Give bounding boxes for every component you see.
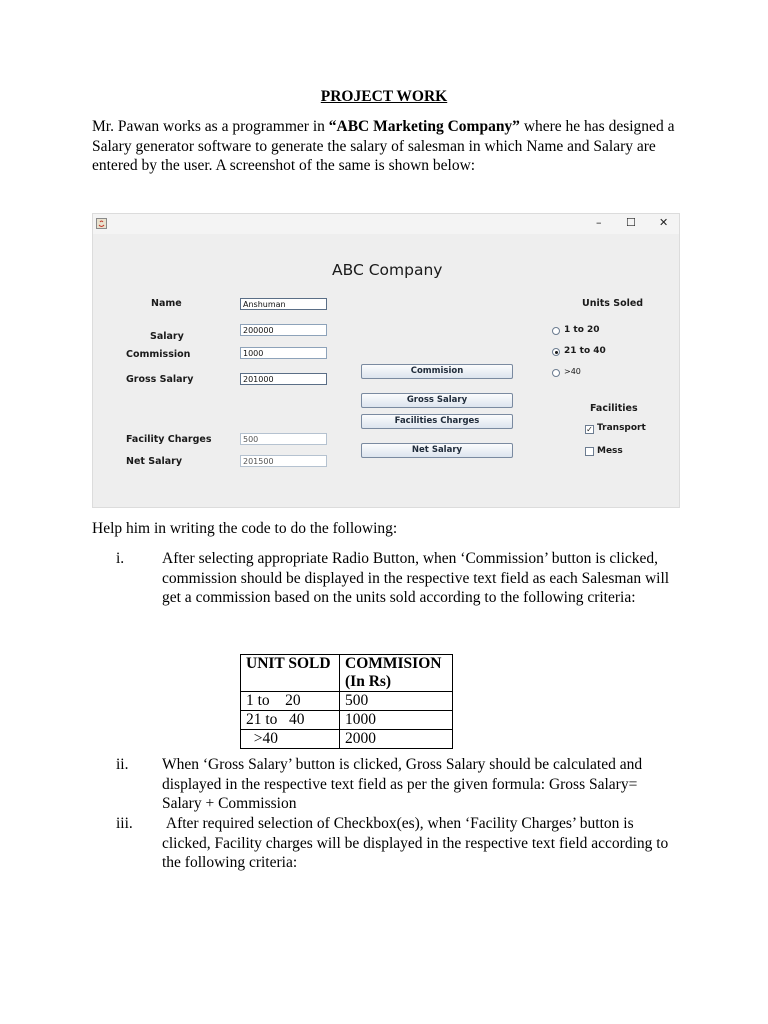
facility-charges-label: Facility Charges [126,434,212,445]
table-row [241,711,453,730]
table-cell: >40 [241,730,340,749]
table-cell: 1 to 20 [241,692,340,711]
java-app-icon [96,218,107,229]
table-row [241,692,453,711]
units-sold-label: Units Soled [582,298,644,309]
radio-label: 1 to 20 [564,325,600,335]
salary-field[interactable]: 200000 [240,324,327,336]
window-titlebar [93,214,679,234]
net-salary-button[interactable]: Net Salary [361,443,513,458]
commission-button[interactable]: Commision [361,364,513,379]
table-header-cell: COMMISION (In Rs) [340,655,453,692]
transport-checkbox[interactable]: ✓ [586,425,593,434]
intro-part1: Mr. Pawan works as a programmer in [92,118,329,135]
minimize-icon[interactable]: – [596,216,602,229]
checkbox-label: Mess [597,446,623,456]
name-field[interactable]: Anshuman [240,298,327,310]
table-cell: 2000 [340,730,453,749]
company-name: “ABC Marketing Company” [328,118,520,135]
gross-salary-field[interactable]: 201000 [240,373,327,385]
item-number: iii. [116,815,133,832]
table-cell: 500 [340,692,453,711]
facilities-label: Facilities [590,403,638,414]
close-icon[interactable]: ✕ [659,216,669,229]
radio-label: 21 to 40 [564,346,606,356]
maximize-icon[interactable]: ☐ [626,216,636,229]
commission-table [240,654,453,749]
table-cell: 21 to 40 [241,711,340,730]
item-number: i. [116,550,125,567]
item-text: After required selection of Checkbox(es), when ‘Facility Charges’ button is clicked, Facility charges will be displayed in the respective text field according to the following criteria: [162,815,673,871]
radio-label: >40 [564,367,581,376]
radio-over-40[interactable] [552,369,560,377]
table-header-row [241,655,453,692]
mess-checkbox[interactable] [585,447,594,456]
radio-1-to-20[interactable] [552,327,560,335]
page-title: PROJECT WORK [320,88,448,105]
table-row [241,730,453,749]
salary-label: Salary [150,331,184,342]
commission-label: Commission [126,349,191,360]
checkbox-label: Transport [597,423,646,433]
app-heading: ABC Company [332,261,443,279]
net-salary-label: Net Salary [126,456,183,467]
help-text: Help him in writing the code to do the following: [92,520,398,537]
intro-part2: where he has designed a Salary generator software to generate the salary of salesman in which Name and Salary are entered by the user. A screenshot of the same is shown below: [92,118,675,174]
table-header-cell: UNIT SOLD [241,655,340,692]
table-cell: 1000 [340,711,453,730]
radio-21-to-40[interactable] [552,348,560,356]
app-screenshot [92,213,680,508]
net-salary-field[interactable]: 201500 [240,455,327,467]
facility-charges-field[interactable]: 500 [240,433,327,445]
item-text: After selecting appropriate Radio Button, when ‘Commission’ button is clicked, commission should be displayed in the respective text field as each Salesman will get a commission based on the units sold according to the following criteria: [162,550,670,606]
gross-salary-button[interactable]: Gross Salary [361,393,513,408]
gross-salary-label: Gross Salary [126,374,194,385]
intro-paragraph [92,117,682,176]
name-label: Name [151,298,182,309]
commission-field[interactable]: 1000 [240,347,327,359]
item-text: When ‘Gross Salary’ button is clicked, Gross Salary should be calculated and displayed in the respective text field as per the given formula: Gross Salary= Salary + Commission [162,756,643,812]
facilities-charges-button[interactable]: Facilities Charges [361,414,513,429]
item-number: ii. [116,756,129,773]
